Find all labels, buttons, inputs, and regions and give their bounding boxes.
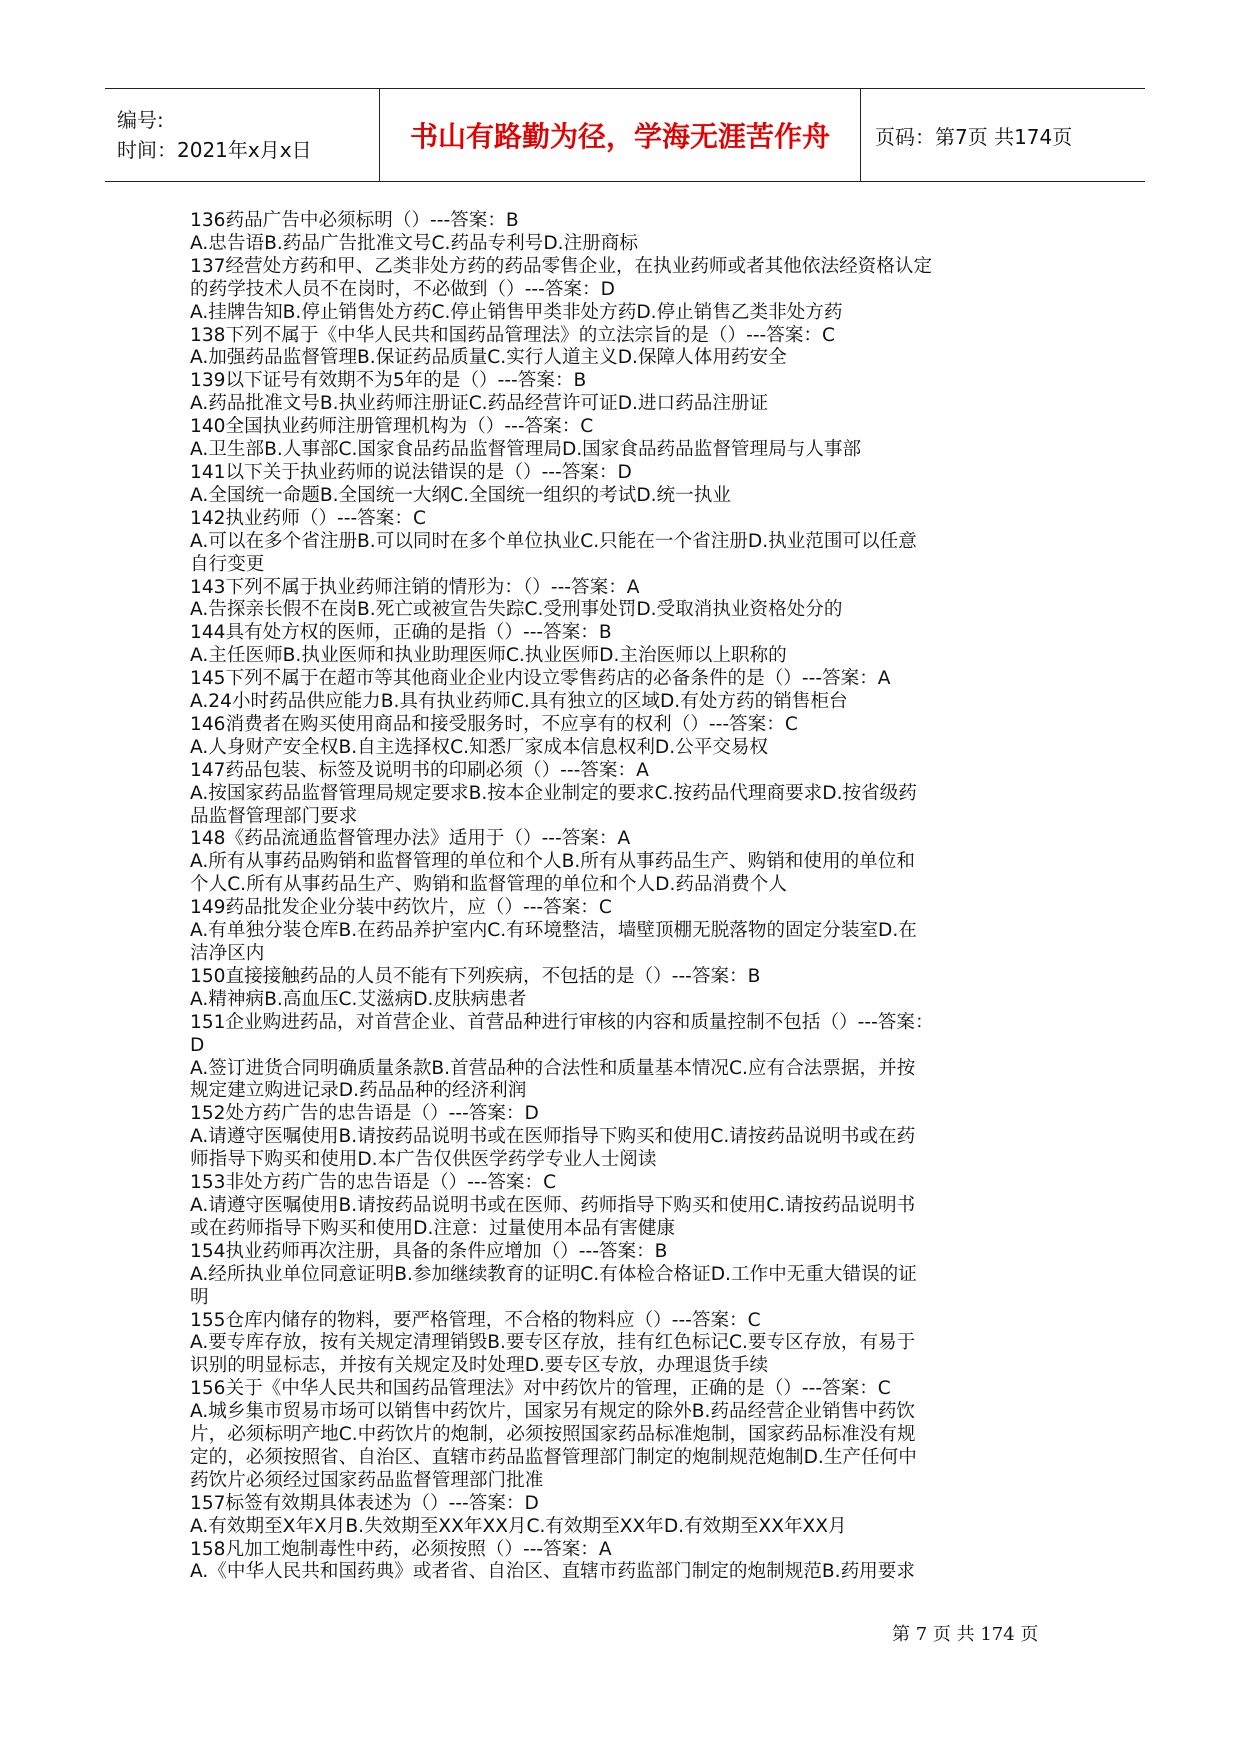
- text-line: 个人C.所有从事药品生产、购销和监督管理的单位和个人D.药品消费个人: [190, 874, 787, 896]
- text-line: A.卫生部B.人事部C.国家食品药品监督管理局D.国家食品药品监督管理局与人事部: [190, 439, 862, 461]
- text-line: 药饮片必须经过国家药品监督管理部门批准: [190, 1469, 544, 1491]
- text-line: 的药学技术人员不在岗时，不必做到（）---答案：D: [190, 278, 615, 300]
- text-line: A.按国家药品监督管理局规定要求B.按本企业制定的要求C.按药品代理商要求D.按省级药: [190, 782, 917, 804]
- text-line: 153非处方药广告的忠告语是（）---答案：C: [190, 1172, 557, 1194]
- text-line: 152处方药广告的忠告语是（）---答案：D: [190, 1103, 539, 1125]
- text-line: 143下列不属于执业药师注销的情形为：（）---答案：A: [190, 576, 640, 598]
- question-list: [190, 210, 1070, 1584]
- text-line: A.药品批准文号B.执业药师注册证C.药品经营许可证D.进口药品注册证: [190, 393, 769, 415]
- header-motto: 书山有路勤为径，学海无涯苦作舟: [380, 89, 861, 182]
- text-line: A.全国统一命题B.全国统一大纲C.全国统一组织的考试D.统一执业: [190, 484, 731, 506]
- text-line: 158凡加工炮制毒性中药，必须按照（）---答案：A: [190, 1538, 612, 1560]
- text-line: 142执业药师（）---答案：C: [190, 507, 426, 529]
- text-line: A.所有从事药品购销和监督管理的单位和个人B.所有从事药品生产、购销和使用的单位和: [190, 851, 915, 873]
- text-line: A.可以在多个省注册B.可以同时在多个单位执业C.只能在一个省注册D.执业范围可以任意: [190, 530, 917, 552]
- text-line: A.加强药品监督管理B.保证药品质量C.实行人道主义D.保障人体用药安全: [190, 347, 787, 369]
- page-footer: 第 7 页 共 174 页: [892, 1624, 1039, 1645]
- text-line: 141以下关于执业药师的说法错误的是（）---答案：D: [190, 461, 632, 483]
- text-line: A.人身财产安全权B.自主选择权C.知悉厂家成本信息权利D.公平交易权: [190, 736, 769, 758]
- text-line: A.精神病B.高血压C.艾滋病D.皮肤病患者: [190, 988, 527, 1010]
- text-line: A.请遵守医嘱使用B.请按药品说明书或在医师、药师指导下购买和使用C.请按药品说明书: [190, 1194, 916, 1216]
- text-line: 140全国执业药师注册管理机构为（）---答案：C: [190, 416, 594, 438]
- text-line: A.有单独分装仓库B.在药品养护室内C.有环境整洁，墙壁顶棚无脱落物的固定分装室D.在: [190, 920, 917, 942]
- text-line: 138下列不属于《中华人民共和国药品管理法》的立法宗旨的是（）---答案：C: [190, 324, 836, 346]
- text-line: A.有效期至X年X月B.失效期至XX年XX月C.有效期至XX年D.有效期至XX年XX月: [190, 1515, 847, 1537]
- text-line: 明: [190, 1286, 209, 1308]
- text-line: 或在药师指导下购买和使用D.注意：过量使用本品有害健康: [190, 1217, 676, 1239]
- text-line: 144具有处方权的医师，正确的是指（）---答案：B: [190, 622, 612, 644]
- document-header: [105, 88, 1145, 182]
- text-line: A.请遵守医嘱使用B.请按药品说明书或在医师指导下购买和使用C.请按药品说明书或在药: [190, 1126, 916, 1148]
- text-line: 156关于《中华人民共和国药品管理法》对中药饮片的管理，正确的是（）---答案：C: [190, 1378, 891, 1400]
- text-line: A.《中华人民共和国药典》或者省、自治区、直辖市药监部门制定的炮制规范B.药用要求: [190, 1561, 915, 1583]
- text-line: 片，必须标明产地C.中药饮片的炮制，必须按照国家药品标准炮制，国家药品标准没有规: [190, 1424, 916, 1446]
- text-line: 137经营处方药和甲、乙类非处方药的药品零售企业，在执业药师或者其他依法经资格认定: [190, 255, 933, 277]
- text-line: A.签订进货合同明确质量条款B.首营品种的合法性和质量基本情况C.应有合法票据，并按: [190, 1057, 916, 1079]
- text-line: 136药品广告中必须标明（）---答案：B: [190, 210, 519, 231]
- header-meta: [105, 89, 380, 182]
- text-line: A.挂牌告知B.停止销售处方药C.停止销售甲类非处方药D.停止销售乙类非处方药: [190, 301, 843, 323]
- text-line: 150直接接触药品的人员不能有下列疾病，不包括的是（）---答案：B: [190, 965, 761, 987]
- text-line: D: [190, 1034, 205, 1056]
- header-page-code: 页码：第7页 共174页: [861, 89, 1146, 182]
- text-line: 157标签有效期具体表述为（）---答案：D: [190, 1492, 539, 1514]
- text-line: 规定建立购进记录D.药品品种的经济利润: [190, 1080, 527, 1102]
- text-line: 147药品包装、标签及说明书的印刷必须（）---答案：A: [190, 759, 649, 781]
- text-line: 洁净区内: [190, 943, 265, 964]
- text-line: 149药品批发企业分装中药饮片，应（）---答案：C: [190, 897, 612, 919]
- time-label: 时间：2021年x月x日: [117, 138, 312, 162]
- text-line: 145下列不属于在超市等其他商业企业内设立零售药店的必备条件的是（）---答案：A: [190, 668, 891, 690]
- text-line: 识别的明显标志，并按有关规定及时处理D.要专区专放，办理退货手续: [190, 1355, 769, 1377]
- text-line: 品监督管理部门要求: [190, 805, 358, 827]
- text-line: 师指导下购买和使用D.本广告仅供医学药学专业人士阅读: [190, 1149, 657, 1171]
- text-line: 155仓库内储存的物料，要严格管理，不合格的物料应（）---答案：C: [190, 1309, 761, 1331]
- text-line: 148《药品流通监督管理办法》适用于（）---答案：A: [190, 828, 631, 850]
- serial-label: 编号:: [117, 108, 164, 132]
- text-line: A.要专库存放，按有关规定清理销毁B.要专区存放，挂有红色标记C.要专区存放，有易于: [190, 1332, 916, 1354]
- text-line: A.主任医师B.执业医师和执业助理医师C.执业医师D.主治医师以上职称的: [190, 645, 787, 667]
- text-line: 146消费者在购买使用商品和接受服务时，不应享有的权利（）---答案：C: [190, 713, 798, 735]
- text-line: 139以下证号有效期不为5年的是（）---答案：B: [190, 370, 587, 392]
- text-line: A.告探亲长假不在岗B.死亡或被宣告失踪C.受刑事处罚D.受取消执业资格处分的: [190, 599, 843, 621]
- text-line: 154执业药师再次注册，具备的条件应增加（）---答案：B: [190, 1240, 668, 1262]
- text-line: A.经所执业单位同意证明B.参加继续教育的证明C.有体检合格证D.工作中无重大错误的证: [190, 1263, 917, 1285]
- text-line: A.24小时药品供应能力B.具有执业药师C.具有独立的区域D.有处方药的销售柜台: [190, 691, 848, 713]
- text-line: A.城乡集市贸易市场可以销售中药饮片，国家另有规定的除外B.药品经营企业销售中药饮: [190, 1401, 915, 1423]
- text-line: 自行变更: [190, 553, 265, 575]
- text-line: 151企业购进药品，对首营企业、首营品种进行审核的内容和质量控制不包括（）---答案：: [190, 1011, 934, 1033]
- text-line: A.忠告语B.药品广告批准文号C.药品专利号D.注册商标: [190, 232, 638, 254]
- text-line: 定的，必须按照省、自治区、直辖市药品监督管理部门制定的炮制规范炮制D.生产任何中: [190, 1446, 917, 1468]
